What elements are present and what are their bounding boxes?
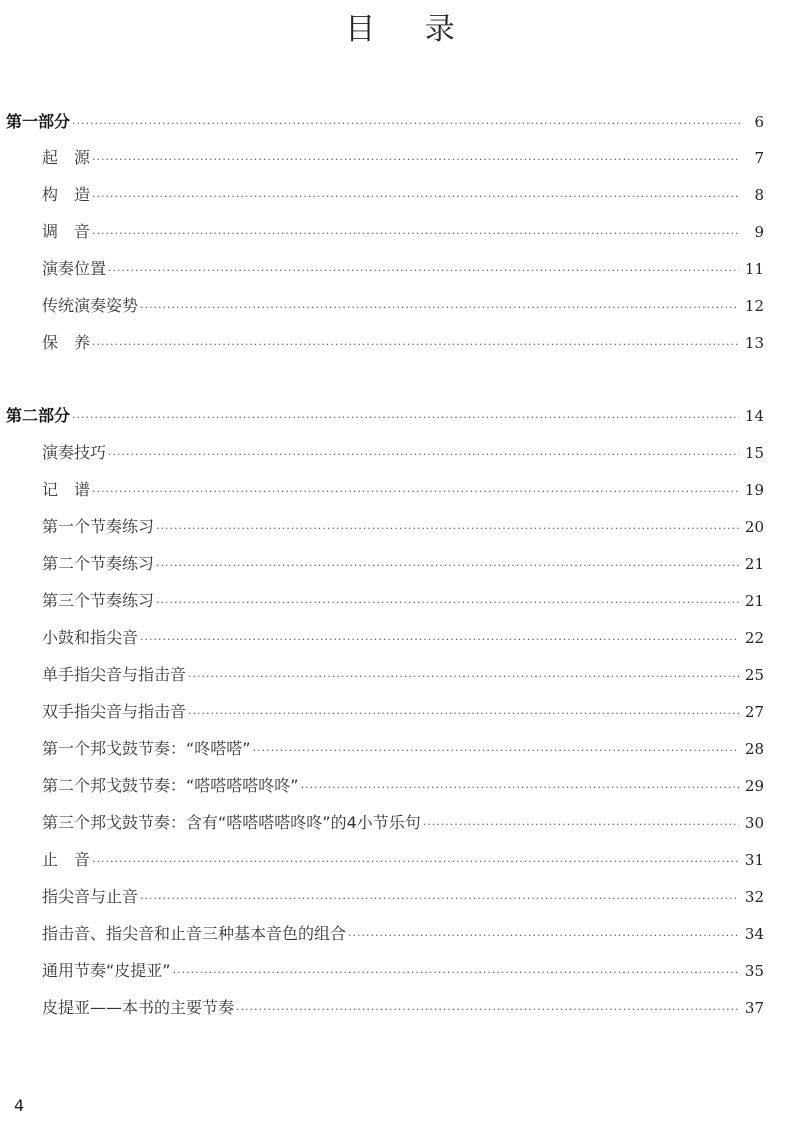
toc-page-number: 15 — [744, 444, 764, 462]
toc-page-number: 37 — [744, 999, 764, 1017]
page-title: 目 录 — [345, 12, 475, 47]
toc-page-number: 21 — [744, 555, 764, 573]
toc-entry-label: 演奏位置 — [42, 259, 107, 278]
toc-entry-label: 演奏技巧 — [42, 443, 107, 462]
toc-entry-label: 指击音、指尖音和止音三种基本音色的组合 — [42, 924, 347, 943]
toc-entry[interactable] — [42, 996, 764, 1020]
toc-entry-label: 调 音 — [42, 222, 91, 241]
dot-leader — [301, 776, 739, 800]
toc-page-number: 21 — [744, 592, 764, 610]
toc-entry[interactable] — [42, 183, 764, 207]
toc-part-1[interactable] — [6, 110, 764, 134]
toc-page-number: 11 — [744, 260, 764, 278]
toc-part-label: 第二部分 — [6, 406, 71, 425]
dot-leader — [92, 333, 739, 357]
dot-leader — [140, 887, 739, 911]
dot-leader — [173, 961, 739, 985]
toc-entry[interactable] — [42, 885, 764, 909]
dot-leader — [188, 665, 739, 689]
toc-entry-label: 第一个邦戈鼓节奏：“咚嗒嗒” — [42, 739, 251, 758]
dot-leader — [156, 591, 739, 615]
toc-entry-label: 第三个节奏练习 — [42, 591, 155, 610]
toc-entry-label: 指尖音与止音 — [42, 887, 139, 906]
toc-page-number: 9 — [754, 223, 764, 241]
toc-entry-label: 皮提亚——本书的主要节奏 — [42, 998, 235, 1017]
toc-entry-label: 第一个节奏练习 — [42, 517, 155, 536]
toc-page-number: 31 — [744, 851, 764, 869]
dot-leader — [72, 406, 739, 430]
toc-page-number: 27 — [744, 703, 764, 721]
toc-entry-label: 传统演奏姿势 — [42, 296, 139, 315]
dot-leader — [108, 443, 739, 467]
toc-entry[interactable] — [42, 663, 764, 687]
toc-page-number: 8 — [754, 186, 764, 204]
toc-page-number: 14 — [744, 407, 764, 425]
toc-entry[interactable] — [42, 220, 764, 244]
toc-page-number: 25 — [744, 666, 764, 684]
toc-entry[interactable] — [42, 626, 764, 650]
toc-page-number: 35 — [744, 962, 764, 980]
toc-entry[interactable] — [42, 774, 764, 798]
dot-leader — [348, 924, 739, 948]
dot-leader — [92, 480, 739, 504]
toc-entry-label: 构 造 — [42, 185, 91, 204]
toc-page-number: 30 — [744, 814, 764, 832]
dot-leader — [423, 813, 739, 837]
toc-page-number: 34 — [744, 925, 764, 943]
toc-page-number: 12 — [744, 297, 764, 315]
dot-leader — [92, 148, 740, 172]
dot-leader — [236, 998, 739, 1022]
toc-entry-label: 第二个节奏练习 — [42, 554, 155, 573]
dot-leader — [92, 850, 739, 874]
toc-entry[interactable] — [42, 515, 764, 539]
toc-part-label: 第一部分 — [6, 112, 71, 131]
toc-entry[interactable] — [42, 737, 764, 761]
toc-part-2[interactable] — [6, 404, 764, 428]
toc-entry-label: 止 音 — [42, 850, 91, 869]
toc-page-number: 20 — [744, 518, 764, 536]
toc-entry[interactable] — [42, 552, 764, 576]
toc-page-number: 13 — [744, 334, 764, 352]
toc-entry[interactable] — [42, 257, 764, 281]
toc-page-number: 29 — [744, 777, 764, 795]
toc-entry-label: 记 谱 — [42, 480, 91, 499]
dot-leader — [156, 554, 739, 578]
toc-entry-label: 第三个邦戈鼓节奏：含有“嗒嗒嗒嗒咚咚”的4小节乐句 — [42, 813, 421, 832]
dot-leader — [92, 185, 740, 209]
dot-leader — [188, 702, 739, 726]
toc-entry[interactable] — [42, 848, 764, 872]
toc-entry[interactable] — [42, 811, 764, 835]
toc-entry[interactable] — [42, 478, 764, 502]
page-number: 4 — [14, 1096, 25, 1115]
toc-entry[interactable] — [42, 959, 764, 983]
dot-leader — [156, 517, 739, 541]
toc-entry[interactable] — [42, 146, 764, 170]
toc-entry-label: 双手指尖音与指击音 — [42, 702, 187, 721]
toc-entry[interactable] — [42, 589, 764, 613]
toc-entry-label: 通用节奏“皮提亚” — [42, 961, 171, 980]
toc-page-number: 32 — [744, 888, 764, 906]
dot-leader — [72, 112, 740, 136]
toc-entry-label: 小鼓和指尖音 — [42, 628, 139, 647]
toc-page-number: 19 — [744, 481, 764, 499]
toc-page-number: 7 — [754, 149, 764, 167]
dot-leader — [140, 628, 739, 652]
dot-leader — [140, 296, 739, 320]
toc-page-number: 22 — [744, 629, 764, 647]
toc-entry-label: 单手指尖音与指击音 — [42, 665, 187, 684]
dot-leader — [108, 259, 739, 283]
toc-entry[interactable] — [42, 700, 764, 724]
toc-page-number: 6 — [754, 113, 764, 131]
toc-entry-label: 第二个邦戈鼓节奏：“嗒嗒嗒嗒咚咚” — [42, 776, 299, 795]
dot-leader — [253, 739, 739, 763]
toc-entry[interactable] — [42, 441, 764, 465]
toc-entry-label: 保 养 — [42, 333, 91, 352]
toc-entry[interactable] — [42, 294, 764, 318]
toc-entry-label: 起 源 — [42, 148, 91, 167]
toc-page-number: 28 — [744, 740, 764, 758]
dot-leader — [92, 222, 740, 246]
toc-entry[interactable] — [42, 922, 764, 946]
toc-entry[interactable] — [42, 331, 764, 355]
